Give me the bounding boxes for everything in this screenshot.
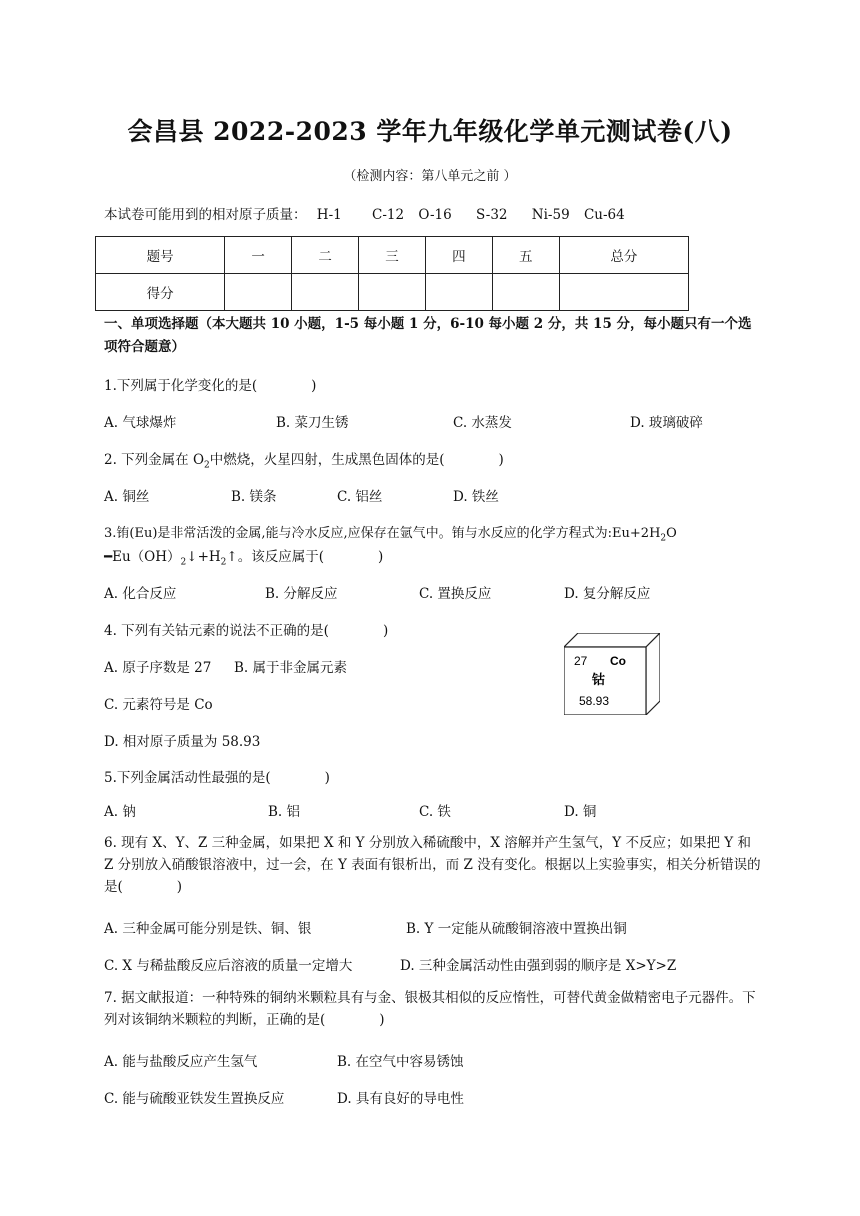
atomic-mass-item: O-16 (418, 207, 452, 223)
score-row-label: 得分 (96, 274, 225, 311)
score-table-header: 三 (359, 237, 426, 274)
q3-stem-part: 3.铕(Eu)是非常活泼的金属,能与冷水反应,应保存在氩气中。铕与水反应的化学方程式为:Eu+2H (104, 526, 661, 541)
q3-option-b: B. 分解反应 (265, 586, 338, 602)
q4-option-b: B. 属于非金属元素 (234, 660, 348, 676)
q7-option-a: A. 能与盐酸反应产生氢气 (104, 1054, 258, 1070)
element-symbol: Co (610, 654, 626, 668)
score-table (95, 236, 689, 311)
q3-subscript: 2 (180, 557, 187, 568)
score-cell[interactable] (359, 274, 426, 311)
q2-stem-part: 2. 下列金属在 O (104, 452, 205, 468)
atomic-mass-item: Cu-64 (583, 207, 625, 223)
q7-option-b: B. 在空气中容易锈蚀 (337, 1054, 464, 1070)
q3-subscript: 2 (220, 557, 227, 568)
q2-option-a: A. 铜丝 (104, 489, 150, 505)
element-cell-cobalt (564, 633, 660, 715)
score-cell[interactable] (492, 274, 559, 311)
score-table-header: 四 (425, 237, 492, 274)
q2-stem (104, 448, 504, 471)
q7-option-d: D. 具有良好的导电性 (337, 1091, 464, 1107)
q5-option-b: B. 铝 (268, 804, 301, 820)
score-cell[interactable] (425, 274, 492, 311)
atomic-mass-item: C-12 (372, 207, 405, 223)
q3-option-a: A. 化合反应 (104, 586, 177, 602)
q3-stem-part: O (666, 526, 677, 541)
q3-stem-line1 (104, 522, 677, 544)
q3-option-d: D. 复分解反应 (564, 586, 651, 602)
q5-option-a: A. 钠 (104, 804, 136, 820)
q5-option-d: D. 铜 (564, 804, 597, 820)
page-subtitle: （检测内容：第八单元之前 ） (343, 169, 517, 184)
q6-option-a: A. 三种金属可能分别是铁、铜、银 (104, 921, 312, 937)
atomic-mass-item: H-1 (316, 207, 342, 223)
atomic-mass-label: 本试卷可能用到的相对原子质量： (104, 207, 307, 223)
element-name: 钴 (592, 673, 606, 688)
q2-option-b: B. 镁条 (231, 489, 277, 505)
q3-subscript: 2 (660, 533, 667, 544)
q2-option-d: D. 铁丝 (453, 489, 499, 505)
element-mass: 58.93 (579, 694, 610, 708)
q7-stem: 7. 据文献报道：一种特殊的铜纳米颗粒具有与金、银极其相似的反应惰性，可替代黄金做精密电子元器件。下列对该铜纳米颗粒的判断，正确的是( ) (104, 990, 756, 1028)
score-cell[interactable] (559, 274, 688, 311)
q1-option-a: A. 气球爆炸 (104, 415, 177, 431)
score-table-header: 总分 (559, 237, 688, 274)
element-number: 27 (574, 654, 588, 668)
atomic-mass-item: Ni-59 (531, 207, 570, 223)
score-table-header: 题号 (96, 237, 225, 274)
q3-stem-line2 (104, 545, 383, 568)
q1-option-d: D. 玻璃破碎 (630, 415, 703, 431)
atomic-mass-line (104, 203, 625, 223)
q4-option-d: D. 相对原子质量为 58.93 (104, 734, 261, 750)
q1-option-b: B. 菜刀生锈 (276, 415, 349, 431)
q5-option-c: C. 铁 (419, 804, 451, 820)
q3-option-c: C. 置换反应 (419, 586, 492, 602)
q1-stem: 1.下列属于化学变化的是( ) (104, 378, 317, 394)
q6-option-d: D. 三种金属活动性由强到弱的顺序是 X>Y>Z (400, 958, 677, 974)
q6-option-c: C. X 与稀盐酸反应后溶液的质量一定增大 (104, 958, 353, 974)
q4-option-c: C. 元素符号是 Co (104, 697, 213, 713)
q4-stem: 4. 下列有关钴元素的说法不正确的是( ) (104, 623, 389, 639)
score-cell[interactable] (225, 274, 292, 311)
q2-subscript: 2 (204, 460, 210, 471)
score-table-header: 一 (225, 237, 292, 274)
q3-stem-part: ━Eu（OH） (104, 549, 181, 565)
q7-option-c: C. 能与硫酸亚铁发生置换反应 (104, 1091, 285, 1107)
q2-option-c: C. 铝丝 (337, 489, 383, 505)
q6-stem: 6. 现有 X、Y、Z 三种金属，如果把 X 和 Y 分别放入稀硫酸中，X 溶解并产生氢气，Y 不反应；如果把 Y 和 Z 分别放入硝酸银溶液中，过一会，在 Y 表面有银析出，而 Z 没有变化。根据以上实验事实，相关分析错误的是( ) (104, 835, 761, 895)
score-table-score-row (96, 274, 689, 311)
score-table-header: 二 (292, 237, 359, 274)
q1-option-c: C. 水蒸发 (453, 415, 512, 431)
atomic-mass-item: S-32 (476, 207, 508, 223)
score-table-header-row (96, 237, 689, 274)
q5-stem: 5.下列金属活动性最强的是( ) (104, 770, 330, 786)
q4-option-a: A. 原子序数是 27 (104, 660, 212, 676)
q2-stem-part: 中燃烧，火星四射，生成黑色固体的是( ) (209, 452, 504, 468)
q3-stem-part: ↑。该反应属于( ) (226, 549, 384, 565)
page-title: 会昌县 2022-2023 学年九年级化学单元测试卷(八) (127, 117, 733, 146)
q3-stem-part: ↓+H (186, 549, 221, 565)
score-table-header: 五 (492, 237, 559, 274)
q6-option-b: B. Y 一定能从硫酸铜溶液中置换出铜 (406, 921, 627, 937)
score-cell[interactable] (292, 274, 359, 311)
section-1-heading: 一、单项选择题（本大题共 10 小题，1-5 每小题 1 分，6-10 每小题 2 分，共 15 分，每小题只有一个选项符合题意） (104, 316, 752, 355)
